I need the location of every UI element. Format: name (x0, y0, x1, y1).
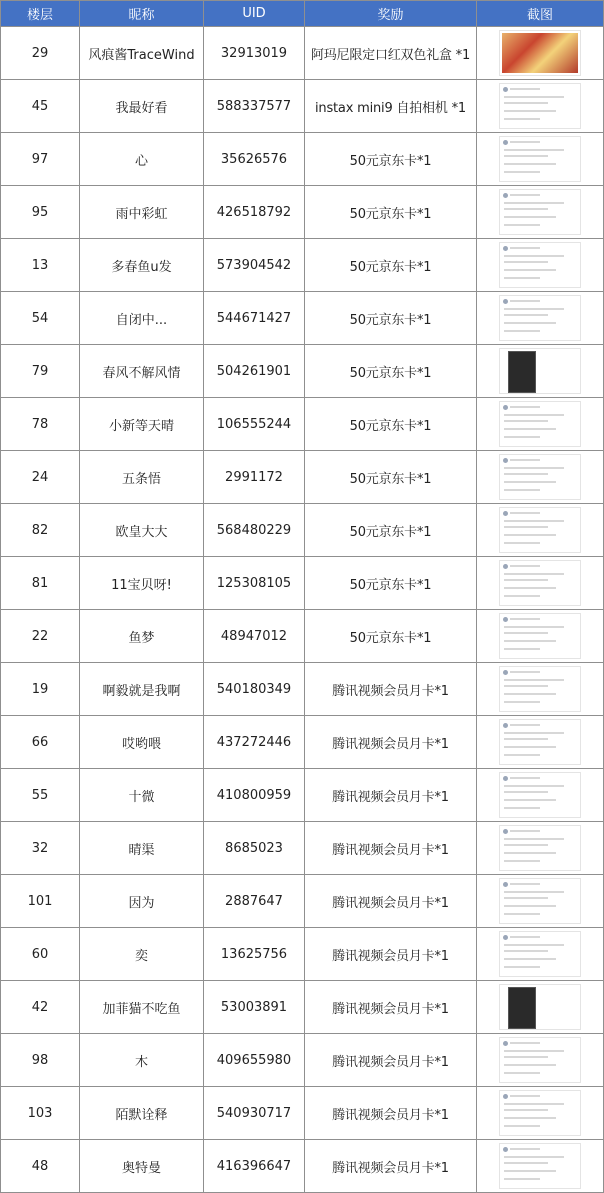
screenshot-text-line (504, 587, 556, 589)
screenshot-photo (502, 33, 578, 73)
reward-cell: 腾讯视频会员月卡*1 (305, 981, 477, 1034)
screenshot-text-line (510, 883, 540, 885)
floor-cell: 24 (1, 451, 80, 504)
screenshot-cell (477, 663, 604, 716)
reward-cell: 50元京东卡*1 (305, 610, 477, 663)
header-floor: 楼层 (1, 1, 80, 27)
uid-cell: 35626576 (204, 133, 305, 186)
reward-cell: 50元京东卡*1 (305, 398, 477, 451)
floor-cell: 79 (1, 345, 80, 398)
screenshot-text-line (510, 406, 540, 408)
reward-cell: 50元京东卡*1 (305, 292, 477, 345)
screenshot-text-line (510, 194, 540, 196)
nickname-cell: 陌默诠释 (80, 1087, 204, 1140)
screenshot-text-line (504, 436, 540, 438)
screenshot-text-line (504, 467, 564, 469)
screenshot-text-line (504, 202, 564, 204)
screenshot-text-line (504, 489, 540, 491)
nickname-cell: 哎哟喂 (80, 716, 204, 769)
screenshot-avatar (503, 935, 508, 940)
uid-cell: 540180349 (204, 663, 305, 716)
screenshot-text-line (510, 459, 540, 461)
table-row (1, 981, 604, 1034)
screenshot-text-line (504, 732, 564, 734)
screenshot-text-line (510, 830, 540, 832)
nickname-cell: 我最好看 (80, 80, 204, 133)
screenshot-cell (477, 822, 604, 875)
floor-cell: 98 (1, 1034, 80, 1087)
screenshot-text-line (504, 1162, 548, 1164)
screenshot-thumbnail[interactable] (499, 401, 581, 447)
nickname-cell: 奥特曼 (80, 1140, 204, 1193)
screenshot-text-line (504, 224, 540, 226)
screenshot-avatar (503, 511, 508, 516)
screenshot-cell (477, 875, 604, 928)
screenshot-text-line (504, 573, 564, 575)
screenshot-text-line (510, 777, 540, 779)
screenshot-thumbnail[interactable] (499, 30, 581, 76)
uid-cell: 588337577 (204, 80, 305, 133)
nickname-cell: 风痕酱TraceWind (80, 27, 204, 80)
screenshot-thumbnail[interactable] (499, 189, 581, 235)
screenshot-cell (477, 292, 604, 345)
screenshot-cell (477, 80, 604, 133)
screenshot-text-line (504, 1050, 564, 1052)
reward-cell: 50元京东卡*1 (305, 504, 477, 557)
screenshot-text-line (510, 247, 540, 249)
screenshot-cell (477, 610, 604, 663)
screenshot-text-line (504, 1170, 556, 1172)
screenshot-cell (477, 27, 604, 80)
screenshot-cell (477, 1087, 604, 1140)
uid-cell: 409655980 (204, 1034, 305, 1087)
header-screenshot: 截图 (477, 1, 604, 27)
screenshot-text-line (504, 966, 540, 968)
floor-cell: 78 (1, 398, 80, 451)
table-row (1, 1034, 604, 1087)
uid-cell: 106555244 (204, 398, 305, 451)
screenshot-avatar (503, 617, 508, 622)
table-row (1, 822, 604, 875)
floor-cell: 103 (1, 1087, 80, 1140)
table-row (1, 80, 604, 133)
screenshot-thumbnail[interactable] (499, 83, 581, 129)
floor-cell: 32 (1, 822, 80, 875)
screenshot-text-line (504, 1156, 564, 1158)
floor-cell: 48 (1, 1140, 80, 1193)
screenshot-avatar (503, 723, 508, 728)
screenshot-text-line (504, 110, 556, 112)
screenshot-text-line (504, 754, 540, 756)
screenshot-cell (477, 345, 604, 398)
nickname-cell: 自闭中... (80, 292, 204, 345)
screenshot-cell (477, 557, 604, 610)
reward-cell: 腾讯视频会员月卡*1 (305, 1140, 477, 1193)
uid-cell: 573904542 (204, 239, 305, 292)
screenshot-avatar (503, 140, 508, 145)
screenshot-avatar (503, 458, 508, 463)
nickname-cell: 啊毅就是我啊 (80, 663, 204, 716)
screenshot-cell (477, 186, 604, 239)
reward-cell: 50元京东卡*1 (305, 557, 477, 610)
reward-cell: 50元京东卡*1 (305, 451, 477, 504)
screenshot-text-line (504, 96, 564, 98)
screenshot-text-line (504, 632, 548, 634)
screenshot-text-line (504, 738, 548, 740)
floor-cell: 101 (1, 875, 80, 928)
nickname-cell: 心 (80, 133, 204, 186)
screenshot-text-line (510, 1042, 540, 1044)
reward-cell: 腾讯视频会员月卡*1 (305, 663, 477, 716)
uid-cell: 53003891 (204, 981, 305, 1034)
screenshot-thumbnail[interactable] (499, 1037, 581, 1083)
screenshot-avatar (503, 1147, 508, 1152)
screenshot-thumbnail[interactable] (499, 825, 581, 871)
screenshot-text-line (510, 512, 540, 514)
screenshot-thumbnail[interactable] (499, 136, 581, 182)
screenshot-thumbnail[interactable] (499, 984, 581, 1030)
nickname-cell: 春风不解风情 (80, 345, 204, 398)
screenshot-avatar (503, 193, 508, 198)
screenshot-text-line (504, 905, 556, 907)
screenshot-text-line (510, 88, 540, 90)
screenshot-text-line (504, 913, 540, 915)
screenshot-cell (477, 1034, 604, 1087)
screenshot-text-line (504, 314, 548, 316)
uid-cell: 544671427 (204, 292, 305, 345)
reward-cell: 50元京东卡*1 (305, 186, 477, 239)
screenshot-phone-dark (508, 351, 536, 393)
screenshot-thumbnail[interactable] (499, 507, 581, 553)
screenshot-text-line (504, 269, 556, 271)
screenshot-text-line (504, 118, 540, 120)
uid-cell: 410800959 (204, 769, 305, 822)
screenshot-text-line (504, 897, 548, 899)
reward-cell: 腾讯视频会员月卡*1 (305, 928, 477, 981)
screenshot-cell (477, 239, 604, 292)
table-body (1, 27, 604, 1193)
reward-cell: 腾讯视频会员月卡*1 (305, 1087, 477, 1140)
screenshot-text-line (504, 255, 564, 257)
screenshot-text-line (504, 679, 564, 681)
nickname-cell: 鱼梦 (80, 610, 204, 663)
reward-cell: 腾讯视频会员月卡*1 (305, 769, 477, 822)
nickname-cell: 欧皇大大 (80, 504, 204, 557)
screenshot-avatar (503, 670, 508, 675)
table-row (1, 1140, 604, 1193)
table-row (1, 451, 604, 504)
screenshot-text-line (504, 261, 548, 263)
uid-cell: 32913019 (204, 27, 305, 80)
uid-cell: 13625756 (204, 928, 305, 981)
reward-cell: instax mini9 自拍相机 *1 (305, 80, 477, 133)
screenshot-cell (477, 981, 604, 1034)
screenshot-thumbnail[interactable] (499, 1090, 581, 1136)
screenshot-text-line (504, 799, 556, 801)
screenshot-text-line (510, 300, 540, 302)
floor-cell: 55 (1, 769, 80, 822)
screenshot-text-line (504, 102, 548, 104)
uid-cell: 437272446 (204, 716, 305, 769)
reward-cell: 50元京东卡*1 (305, 133, 477, 186)
floor-cell: 97 (1, 133, 80, 186)
screenshot-text-line (504, 330, 540, 332)
floor-cell: 13 (1, 239, 80, 292)
screenshot-text-line (504, 414, 564, 416)
table-row (1, 557, 604, 610)
table-row (1, 928, 604, 981)
screenshot-text-line (504, 1064, 556, 1066)
screenshot-text-line (504, 534, 556, 536)
screenshot-text-line (504, 701, 540, 703)
screenshot-text-line (504, 155, 548, 157)
table-row (1, 345, 604, 398)
screenshot-text-line (504, 693, 556, 695)
screenshot-text-line (504, 844, 548, 846)
uid-cell: 426518792 (204, 186, 305, 239)
screenshot-text-line (504, 595, 540, 597)
nickname-cell: 加菲猫不吃鱼 (80, 981, 204, 1034)
screenshot-text-line (510, 1095, 540, 1097)
screenshot-text-line (504, 216, 556, 218)
screenshot-thumbnail[interactable] (499, 666, 581, 712)
table-row (1, 27, 604, 80)
table-row (1, 239, 604, 292)
screenshot-text-line (504, 860, 540, 862)
screenshot-text-line (504, 308, 564, 310)
floor-cell: 22 (1, 610, 80, 663)
screenshot-thumbnail[interactable] (499, 772, 581, 818)
nickname-cell: 奕 (80, 928, 204, 981)
uid-cell: 8685023 (204, 822, 305, 875)
screenshot-text-line (504, 1072, 540, 1074)
uid-cell: 48947012 (204, 610, 305, 663)
table-row (1, 292, 604, 345)
screenshot-text-line (504, 520, 564, 522)
screenshot-avatar (503, 1094, 508, 1099)
uid-cell: 540930717 (204, 1087, 305, 1140)
screenshot-text-line (504, 958, 556, 960)
reward-cell: 腾讯视频会员月卡*1 (305, 1034, 477, 1087)
screenshot-text-line (504, 626, 564, 628)
screenshot-avatar (503, 564, 508, 569)
nickname-cell: 小新等天晴 (80, 398, 204, 451)
screenshot-thumbnail[interactable] (499, 931, 581, 977)
screenshot-cell (477, 133, 604, 186)
screenshot-text-line (510, 936, 540, 938)
screenshot-text-line (504, 420, 548, 422)
screenshot-avatar (503, 246, 508, 251)
floor-cell: 29 (1, 27, 80, 80)
uid-cell: 416396647 (204, 1140, 305, 1193)
screenshot-thumbnail[interactable] (499, 242, 581, 288)
screenshot-text-line (504, 648, 540, 650)
screenshot-text-line (504, 579, 548, 581)
screenshot-text-line (504, 640, 556, 642)
screenshot-text-line (504, 1103, 564, 1105)
reward-cell: 腾讯视频会员月卡*1 (305, 716, 477, 769)
reward-cell: 50元京东卡*1 (305, 345, 477, 398)
screenshot-text-line (504, 149, 564, 151)
screenshot-text-line (510, 671, 540, 673)
floor-cell: 19 (1, 663, 80, 716)
screenshot-text-line (504, 1178, 540, 1180)
screenshot-text-line (504, 785, 564, 787)
table-row (1, 716, 604, 769)
table-header-row (1, 1, 604, 27)
uid-cell: 125308105 (204, 557, 305, 610)
reward-cell: 腾讯视频会员月卡*1 (305, 875, 477, 928)
screenshot-thumbnail[interactable] (499, 560, 581, 606)
nickname-cell: 五条悟 (80, 451, 204, 504)
screenshot-text-line (504, 1117, 556, 1119)
screenshot-text-line (504, 481, 556, 483)
screenshot-text-line (510, 618, 540, 620)
screenshot-avatar (503, 87, 508, 92)
nickname-cell: 晴渠 (80, 822, 204, 875)
screenshot-avatar (503, 1041, 508, 1046)
table-row (1, 663, 604, 716)
reward-cell: 50元京东卡*1 (305, 239, 477, 292)
screenshot-thumbnail[interactable] (499, 348, 581, 394)
table-row (1, 875, 604, 928)
screenshot-cell (477, 1140, 604, 1193)
screenshot-text-line (504, 852, 556, 854)
screenshot-text-line (510, 565, 540, 567)
floor-cell: 54 (1, 292, 80, 345)
nickname-cell: 木 (80, 1034, 204, 1087)
screenshot-text-line (504, 277, 540, 279)
screenshot-avatar (503, 299, 508, 304)
uid-cell: 504261901 (204, 345, 305, 398)
table-row (1, 186, 604, 239)
screenshot-cell (477, 716, 604, 769)
screenshot-text-line (504, 1109, 548, 1111)
screenshot-text-line (504, 950, 548, 952)
floor-cell: 45 (1, 80, 80, 133)
screenshot-cell (477, 398, 604, 451)
screenshot-avatar (503, 829, 508, 834)
floor-cell: 95 (1, 186, 80, 239)
table-row (1, 133, 604, 186)
screenshot-text-line (504, 791, 548, 793)
screenshot-text-line (504, 807, 540, 809)
reward-cell: 阿玛尼限定口红双色礼盒 *1 (305, 27, 477, 80)
table-row (1, 610, 604, 663)
screenshot-text-line (504, 171, 540, 173)
screenshot-thumbnail[interactable] (499, 454, 581, 500)
nickname-cell: 多春鱼u发 (80, 239, 204, 292)
nickname-cell: 11宝贝呀! (80, 557, 204, 610)
screenshot-text-line (504, 1056, 548, 1058)
table-row (1, 398, 604, 451)
nickname-cell: 雨中彩虹 (80, 186, 204, 239)
floor-cell: 82 (1, 504, 80, 557)
floor-cell: 60 (1, 928, 80, 981)
nickname-cell: 因为 (80, 875, 204, 928)
screenshot-thumbnail[interactable] (499, 613, 581, 659)
screenshot-text-line (504, 473, 548, 475)
screenshot-thumbnail[interactable] (499, 1143, 581, 1189)
screenshot-text-line (510, 1148, 540, 1150)
screenshot-text-line (504, 542, 540, 544)
screenshot-text-line (504, 163, 556, 165)
floor-cell: 81 (1, 557, 80, 610)
uid-cell: 2887647 (204, 875, 305, 928)
screenshot-avatar (503, 776, 508, 781)
screenshot-text-line (504, 208, 548, 210)
screenshot-text-line (510, 141, 540, 143)
screenshot-thumbnail[interactable] (499, 295, 581, 341)
nickname-cell: 十微 (80, 769, 204, 822)
screenshot-text-line (504, 838, 564, 840)
screenshot-cell (477, 928, 604, 981)
screenshot-text-line (504, 428, 556, 430)
screenshot-text-line (504, 1125, 540, 1127)
floor-cell: 42 (1, 981, 80, 1034)
screenshot-text-line (504, 891, 564, 893)
screenshot-avatar (503, 405, 508, 410)
uid-cell: 568480229 (204, 504, 305, 557)
header-nickname: 昵称 (80, 1, 204, 27)
screenshot-text-line (510, 724, 540, 726)
screenshot-thumbnail[interactable] (499, 878, 581, 924)
floor-cell: 66 (1, 716, 80, 769)
table-row (1, 1087, 604, 1140)
screenshot-text-line (504, 685, 548, 687)
screenshot-text-line (504, 944, 564, 946)
screenshot-avatar (503, 882, 508, 887)
uid-cell: 2991172 (204, 451, 305, 504)
header-uid: UID (204, 1, 305, 27)
reward-cell: 腾讯视频会员月卡*1 (305, 822, 477, 875)
screenshot-thumbnail[interactable] (499, 719, 581, 765)
screenshot-text-line (504, 526, 548, 528)
table-row (1, 769, 604, 822)
screenshot-cell (477, 769, 604, 822)
header-reward: 奖励 (305, 1, 477, 27)
screenshot-cell (477, 504, 604, 557)
screenshot-cell (477, 451, 604, 504)
screenshot-text-line (504, 746, 556, 748)
screenshot-text-line (504, 322, 556, 324)
table-row (1, 504, 604, 557)
screenshot-phone-dark (508, 987, 536, 1029)
